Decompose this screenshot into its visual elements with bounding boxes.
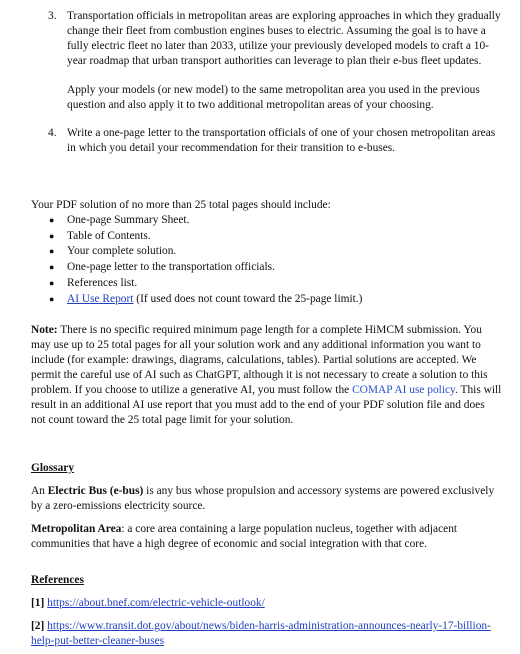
note-part-1: There is no specific required minimum page length for a complete HiMCM submission. You may use up to 25 total pages for all your solution work and any additional information you want to include (for example: drawings, diagrams, calculations, tables). Partial solutions are accepted. We permit the careful use of AI such as ChatGPT, although it is not necessary to create a solution to this problem. If you choose to utilize a generative AI, you must follow the	[31, 324, 488, 396]
ebus-term: Electric Bus (e-bus)	[47, 485, 144, 497]
metro-definition	[31, 522, 502, 552]
bullet-icon: ●	[49, 230, 55, 241]
glossary-section	[31, 461, 502, 552]
comap-ai-policy-link[interactable]: COMAP AI use policy	[352, 384, 456, 396]
list-item-text: One-page Summary Sheet.	[67, 214, 190, 226]
list-item	[31, 260, 502, 276]
bullet-icon: ●	[49, 246, 55, 257]
list-item-text: Your complete solution.	[67, 245, 177, 258]
ai-use-report-link[interactable]: AI Use Report	[67, 292, 134, 305]
note-paragraph	[31, 323, 502, 428]
numbered-list	[0, 9, 521, 156]
item-number: 3.	[48, 10, 57, 22]
ebus-def: is any bus whose propulsion and accessory systems are powered exclusively by a zero-emissions electricity source.	[31, 485, 495, 512]
note-part-2: . This will result in an additional AI use report that you must add to the end of your PDF solution file and does not count toward the 25 total page limit for your solution.	[31, 384, 502, 426]
list-item	[31, 229, 502, 245]
reference-link[interactable]: https://www.transit.dot.gov/about/news/biden-harris-administration-announces-nearly-17-billion-help-put-better-cleaner-buses	[31, 620, 491, 647]
list-item-text: Table of Contents.	[67, 229, 151, 242]
list-item-text: One-page letter to the transportation officials.	[67, 261, 275, 274]
item-4-text: Write a one-page letter to the transportation officials of one of your chosen metropolitan areas in which you detail your recommendation for their transition to e-buses.	[67, 127, 496, 154]
ebus-prefix: An	[31, 485, 48, 497]
reference-item	[31, 596, 502, 611]
ebus-definition	[31, 484, 502, 514]
note-text	[31, 323, 502, 428]
list-item-3	[0, 9, 521, 113]
requirements-list	[31, 213, 502, 307]
item-number: 4.	[48, 127, 57, 139]
note-label: Note:	[31, 324, 58, 336]
list-item	[31, 292, 502, 308]
list-item	[31, 213, 502, 229]
reference-link[interactable]: https://about.bnef.com/electric-vehicle-outlook/	[47, 597, 265, 609]
list-item	[31, 276, 502, 292]
ai-use-report-note: (If used does not count toward the 25-page limit.)	[133, 292, 363, 305]
reference-item	[31, 619, 502, 649]
bullet-icon: ●	[49, 215, 55, 225]
solution-requirements	[31, 198, 502, 307]
references-section	[31, 573, 502, 649]
list-item-4	[0, 126, 521, 156]
item-3-text-2: Apply your models (or new model) to the same metropolitan area you used in the previous question and also apply it to two additional metropolitan areas of your choosing.	[67, 84, 480, 111]
bullet-icon: ●	[49, 293, 55, 304]
metro-term: Metropolitan Area	[31, 523, 122, 535]
references-heading: References	[31, 574, 84, 586]
bullet-icon: ●	[49, 277, 55, 288]
reference-label: [2]	[31, 620, 45, 632]
solution-intro: Your PDF solution of no more than 25 total pages should include:	[31, 199, 331, 211]
bullet-icon: ●	[49, 262, 55, 273]
list-item	[31, 244, 502, 260]
item-3-text: Transportation officials in metropolitan areas are exploring approaches in which they gradually change their fleet from combustion engines buses to electric. Assuming the goal is to have a fully electric fleet no later than 2033, utilize your previously developed models to craft a 10-year roadmap that urban transport authorities can leverage to plan their e-bus fleet updates.	[67, 10, 501, 67]
metro-def: : a core area containing a large population nucleus, together with adjacent communities that have a high degree of economic and social integration with that core.	[31, 523, 458, 550]
glossary-heading: Glossary	[31, 462, 75, 474]
list-item-text: References list.	[67, 276, 138, 289]
reference-label: [1]	[31, 597, 45, 609]
